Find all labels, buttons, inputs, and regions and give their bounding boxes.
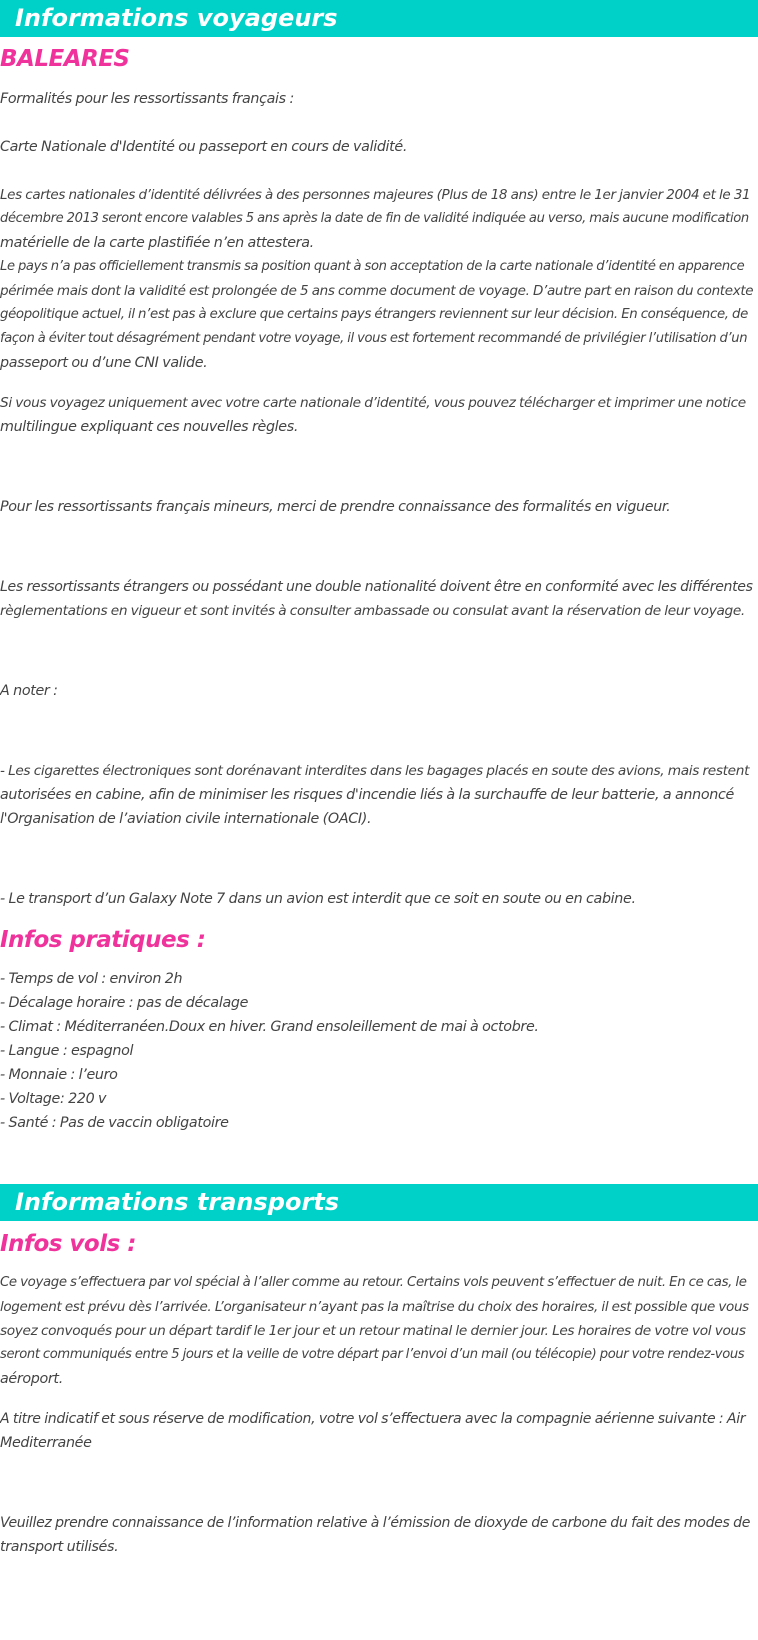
paragraph-line: l'Organisation de l’aviation civile internationale (OACI). xyxy=(0,811,372,827)
paragraph-line: règlementations en vigueur et sont invités à consulter ambassade ou consulat avant la réservation de leur voyage. xyxy=(0,603,745,619)
destination-title: BALEARES xyxy=(0,46,130,72)
paragraph-line: Les cartes nationales d’identité délivrées à des personnes majeures (Plus de 18 ans) entre le 1er janvier 2004 et le 31 xyxy=(0,187,751,203)
galaxy-note-text: - Le transport d’un Galaxy Note 7 dans un avion est interdit que ce soit en soute ou en cabine. xyxy=(0,891,636,907)
section-banner-voyageurs: Informations voyageurs xyxy=(0,0,758,37)
paragraph-line: façon à éviter tout désagrément pendant votre voyage, il vous est fortement recommandé de privilégier l’utilisation d’un xyxy=(0,331,748,346)
paragraph-line: Le pays n’a pas officiellement transmis sa position quant à son acceptation de la carte nationale d’identité en apparence xyxy=(0,259,745,274)
paragraph-line: seront communiqués entre 5 jours et la veille de votre départ par l’envoi d’un mail (ou télécopie) pour votre rendez-vous xyxy=(0,1347,745,1362)
paragraph-line: aéroport. xyxy=(0,1371,63,1387)
paragraph-line: transport utilisés. xyxy=(0,1539,119,1555)
paragraph-line: Les ressortissants étrangers ou possédant une double nationalité doivent être en conformité avec les différentes xyxy=(0,579,753,595)
paragraph-line: géopolitique actuel, il n’est pas à exclure que certains pays étrangers reviennent sur leur décision. En conséquence, de xyxy=(0,307,748,322)
infos-pratiques-heading: Infos pratiques : xyxy=(0,927,206,953)
list-item: - Décalage horaire : pas de décalage xyxy=(0,995,249,1011)
paragraph-line: A titre indicatif et sous réserve de modification, votre vol s’effectuera avec la compagnie aérienne suivante : Air xyxy=(0,1411,746,1427)
list-item: - Monnaie : l’euro xyxy=(0,1067,118,1083)
paragraph-line: - Les cigarettes électroniques sont dorénavant interdites dans les bagages placés en soute des avions, mais restent xyxy=(0,763,750,779)
infos-vols-heading: Infos vols : xyxy=(0,1231,137,1257)
a-noter-label: A noter : xyxy=(0,683,58,699)
paragraph-line: logement est prévu dès l’arrivée. L’organisateur n’ayant pas la maîtrise du choix des horaires, il est possible que vous xyxy=(0,1299,749,1315)
paragraph-line: matérielle de la carte plastifiée n’en attestera. xyxy=(0,235,314,251)
paragraph-line: autorisées en cabine, afin de minimiser les risques d'incendie liés à la surchauffe de leur batterie, a annoncé xyxy=(0,787,734,803)
list-item: - Temps de vol : environ 2h xyxy=(0,971,183,987)
paragraph-line: Si vous voyagez uniquement avec votre carte nationale d’identité, vous pouvez télécharger et imprimer une notice xyxy=(0,395,746,411)
list-item: - Climat : Méditerranéen.Doux en hiver. Grand ensoleillement de mai à octobre. xyxy=(0,1019,539,1035)
paragraph-line: Veuillez prendre connaissance de l’information relative à l’émission de dioxyde de carbone du fait des modes de xyxy=(0,1515,751,1531)
section-banner-transports: Informations transports xyxy=(0,1184,758,1221)
paragraph-line: multilingue expliquant ces nouvelles règles. xyxy=(0,419,299,435)
list-item: - Santé : Pas de vaccin obligatoire xyxy=(0,1115,229,1131)
paragraph-line: périmée mais dont la validité est prolongée de 5 ans comme document de voyage. D’autre part en raison du contexte xyxy=(0,283,754,299)
list-item: - Voltage: 220 v xyxy=(0,1091,107,1107)
paragraph-line: passeport ou d’une CNI valide. xyxy=(0,355,208,371)
mineurs-text: Pour les ressortissants français mineurs, merci de prendre connaissance des formalités en vigueur. xyxy=(0,499,671,515)
paragraph-line: Ce voyage s’effectuera par vol spécial à l’aller comme au retour. Certains vols peuvent s’effectuer de nuit. En ce cas, le xyxy=(0,1275,747,1290)
paragraph-line: Mediterranée xyxy=(0,1435,92,1451)
paragraph-line: soyez convoqués pour un départ tardif le 1er jour et un retour matinal le dernier jour. Les horaires de votre vol vous xyxy=(0,1323,746,1339)
formalites-intro: Formalités pour les ressortissants français : xyxy=(0,91,294,107)
list-item: - Langue : espagnol xyxy=(0,1043,134,1059)
paragraph-line: décembre 2013 seront encore valables 5 ans après la date de fin de validité indiquée au verso, mais aucune modification xyxy=(0,211,749,226)
carte-identite-text: Carte Nationale d'Identité ou passeport en cours de validité. xyxy=(0,139,408,155)
